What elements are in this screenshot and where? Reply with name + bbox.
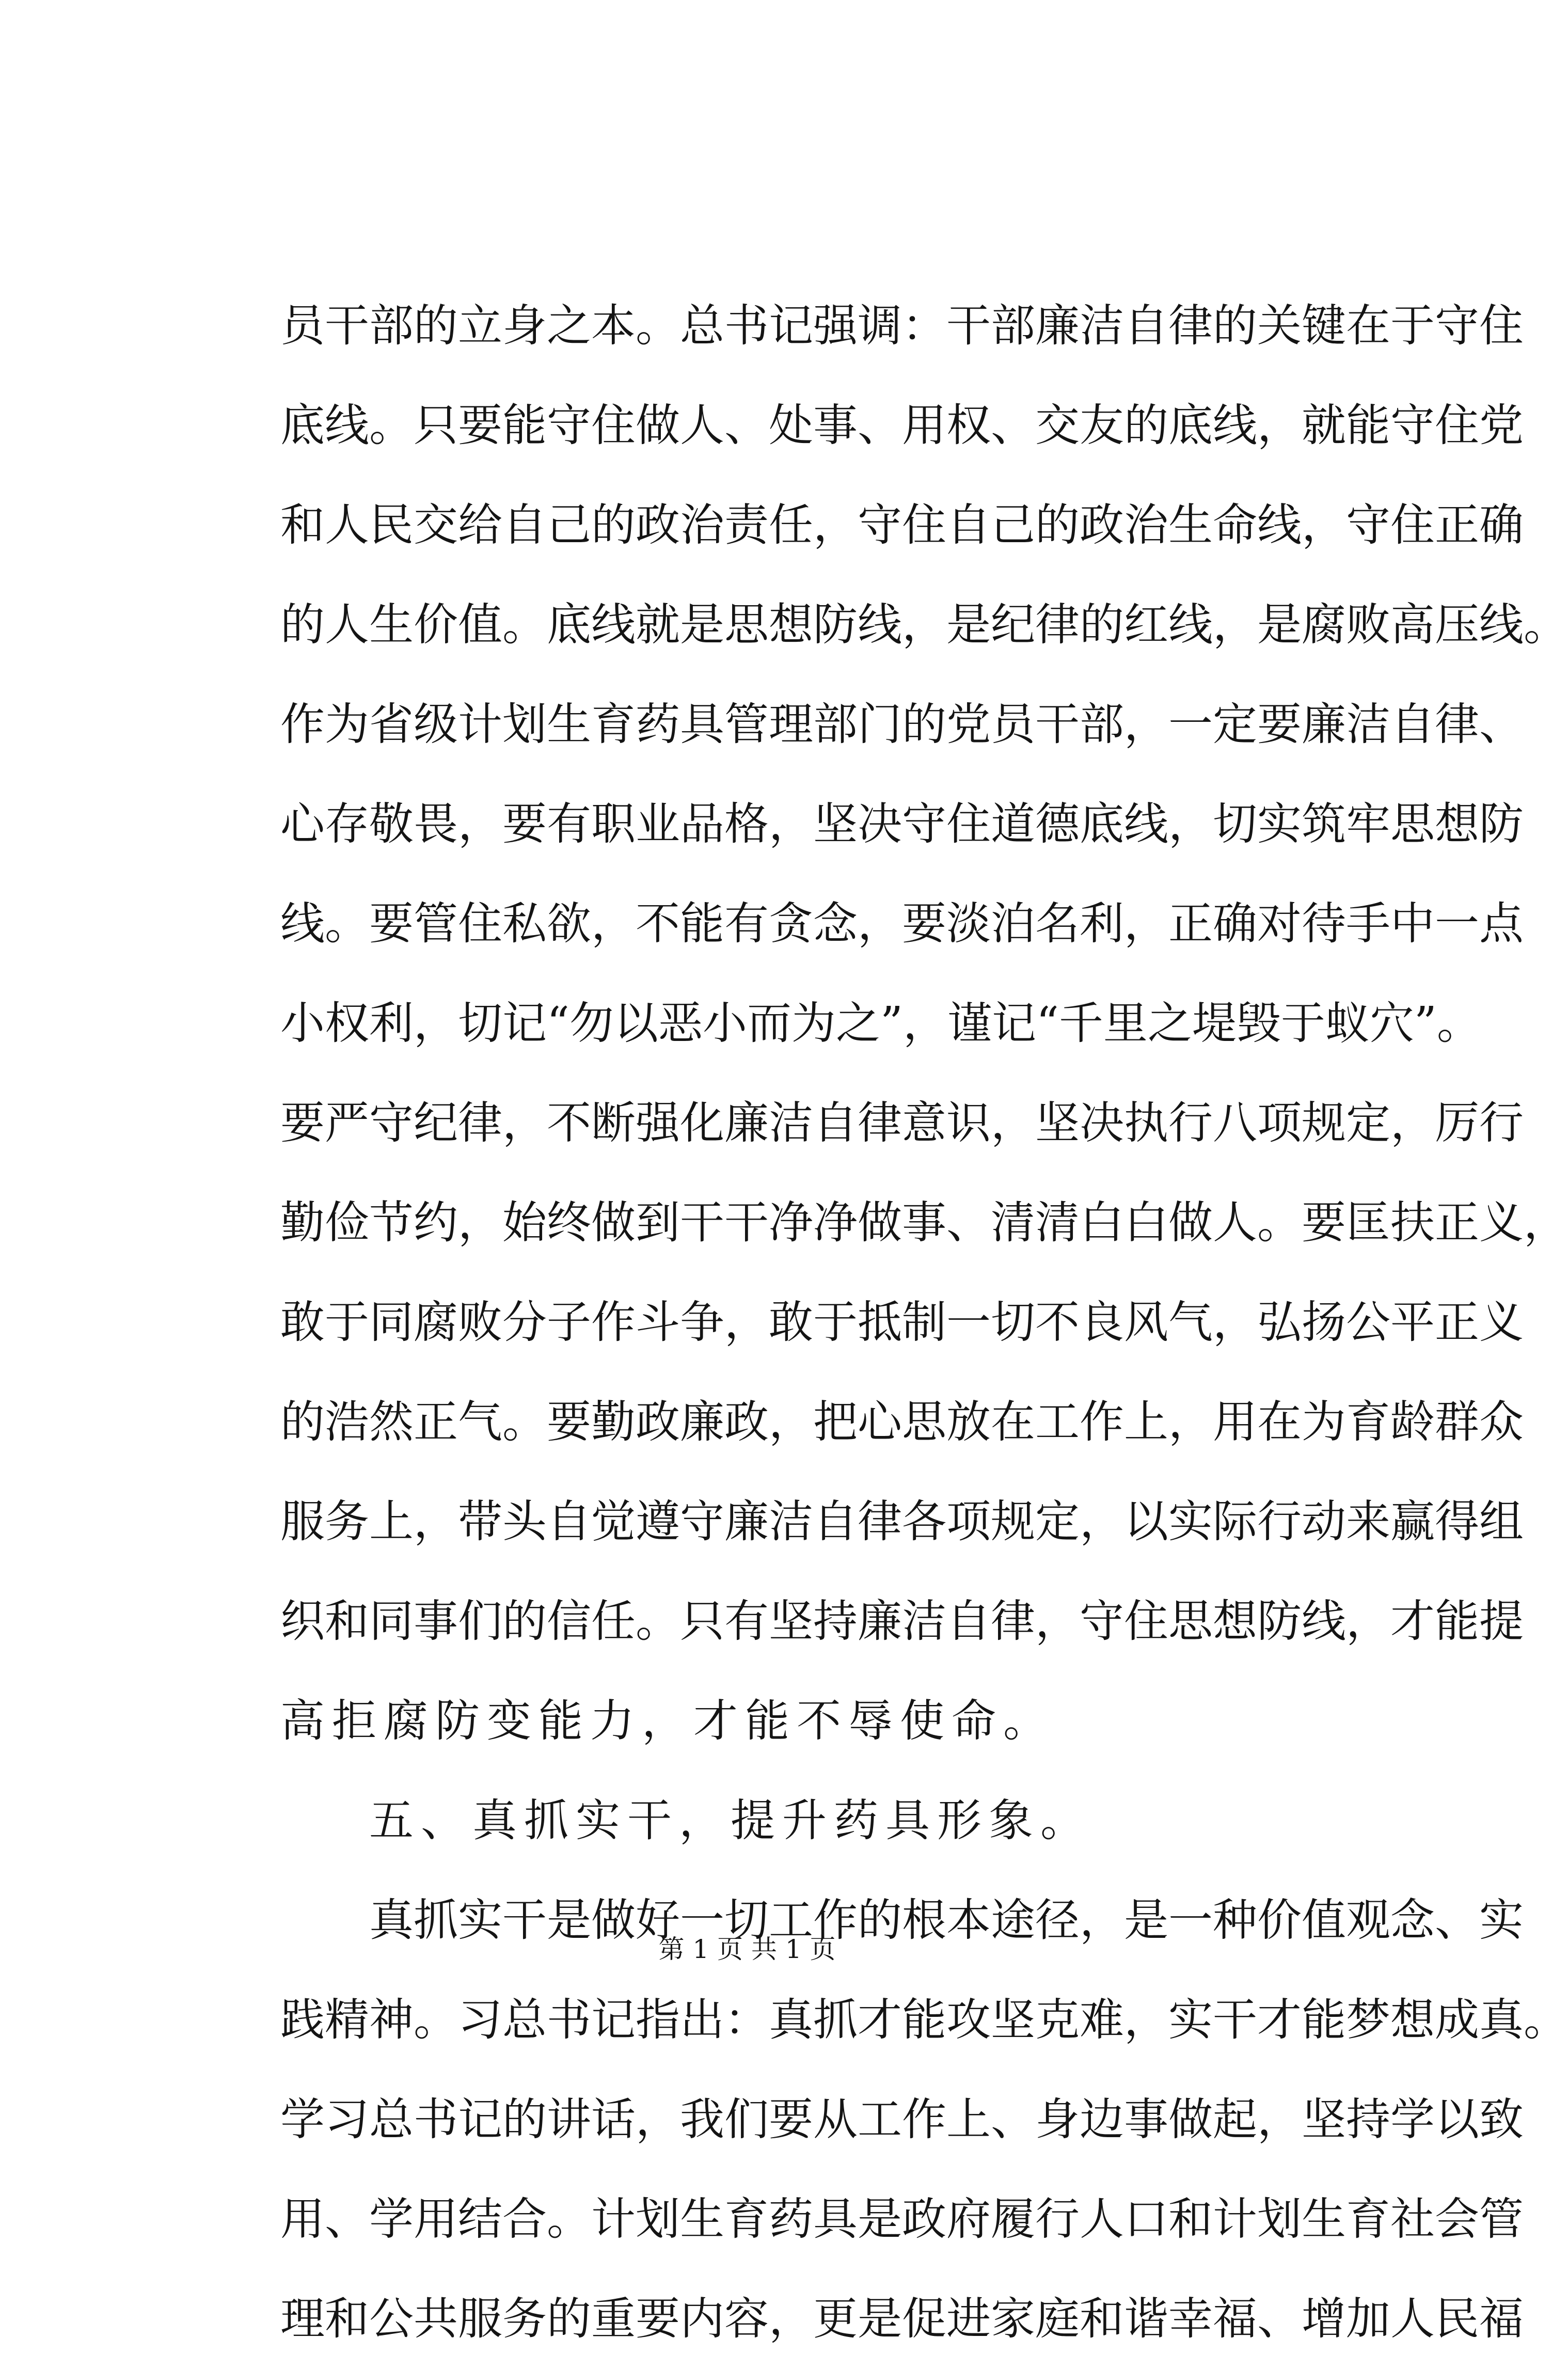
text-line: 员 干 部 的 立 身 之 本 。 总 书 记 强 调 ： 干 部 廉 洁 自 律 的 关 键 在 于 守 住 xyxy=(280,300,1524,352)
text-line: 理 和 公 共 服 务 的 重 要 内 容 ， 更 是 促 进 家 庭 和 谐 幸 福 、 增 加 人 民 福 xyxy=(280,2293,1524,2345)
text-line: 底 线 。 只 要 能 守 住 做 人 、 处 事 、 用 权 、 交 友 的 底 线 ， 就 能 守 住 党 xyxy=(280,400,1524,451)
text-line: 敢 于 同 腐 败 分 子 作 斗 争 ， 敢 于 抵 制 一 切 不 良 风 气 ， 弘 扬 公 平 正 义 xyxy=(280,1297,1524,1348)
text-line: 践 精 神 。 习 总 书 记 指 出 ： 真 抓 才 能 攻 坚 克 难 ， 实 干 才 能 梦 想 成 真 。 xyxy=(280,1994,1568,2046)
text-line: 作 为 省 级 计 划 生 育 药 具 管 理 部 门 的 党 员 干 部 ， 一 定 要 廉 洁 自 律 、 xyxy=(280,699,1524,750)
text-line: 学 习 总 书 记 的 讲 话 ， 我 们 要 从 工 作 上 、 身 边 事 做 起 ， 坚 持 学 以 致 xyxy=(280,2094,1524,2145)
text-line: 真 抓 实 干 是 做 好 一 切 工 作 的 根 本 途 径 ， 是 一 种 价 值 观 念 、 实 xyxy=(369,1894,1524,1946)
text-line: 勤 俭 节 约 ， 始 终 做 到 干 干 净 净 做 事 、 清 清 白 白 做 人 。 要 匡 扶 正 义 ， xyxy=(280,1197,1568,1249)
text-line: 的 人 生 价 值 。 底 线 就 是 思 想 防 线 ， 是 纪 律 的 红 线 ， 是 腐 败 高 压 线 。 xyxy=(280,599,1568,651)
text-line: 服 务 上 ， 带 头 自 觉 遵 守 廉 洁 自 律 各 项 规 定 ， 以 实 际 行 动 来 赢 得 组 xyxy=(280,1496,1524,1547)
text-line: 小 权 利 ， 切 记 “ 勿 以 恶 小 而 为 之 ” ， 谨 记 “ 千 里 之 堤 毁 于 蚁 穴 ” 。 xyxy=(280,998,1481,1049)
text-line: 的 浩 然 正 气 。 要 勤 政 廉 政 ， 把 心 思 放 在 工 作 上 ， 用 在 为 育 龄 群 众 xyxy=(280,1396,1524,1448)
text-line: 线 。 要 管 住 私 欲 ， 不 能 有 贪 念 ， 要 淡 泊 名 利 ， 正 确 对 待 手 中 一 点 xyxy=(280,898,1524,950)
text-line: 高拒腐防变能力，才能不辱使命。 xyxy=(280,1695,1055,1747)
page-footer: 第 1 页 共 1 页 xyxy=(658,1934,836,1964)
text-line: 和 人 民 交 给 自 己 的 政 治 责 任 ， 守 住 自 己 的 政 治 生 命 线 ， 守 住 正 确 xyxy=(280,499,1524,551)
body-text xyxy=(280,276,1568,2369)
text-line: 五、真抓实干，提升药具形象。 xyxy=(369,1795,1092,1846)
text-line: 用 、 学 用 结 合 。 计 划 生 育 药 具 是 政 府 履 行 人 口 和 计 划 生 育 社 会 管 xyxy=(280,2193,1524,2245)
text-line: 织 和 同 事 们 的 信 任 。 只 有 坚 持 廉 洁 自 律 ， 守 住 思 想 防 线 ， 才 能 提 xyxy=(280,1596,1524,1647)
text-line: 要 严 守 纪 律 ， 不 断 强 化 廉 洁 自 律 意 识 ， 坚 决 执 行 八 项 规 定 ， 厉 行 xyxy=(280,1097,1524,1149)
text-line: 心 存 敬 畏 ， 要 有 职 业 品 格 ， 坚 决 守 住 道 德 底 线 ， 切 实 筑 牢 思 想 防 xyxy=(280,798,1524,850)
